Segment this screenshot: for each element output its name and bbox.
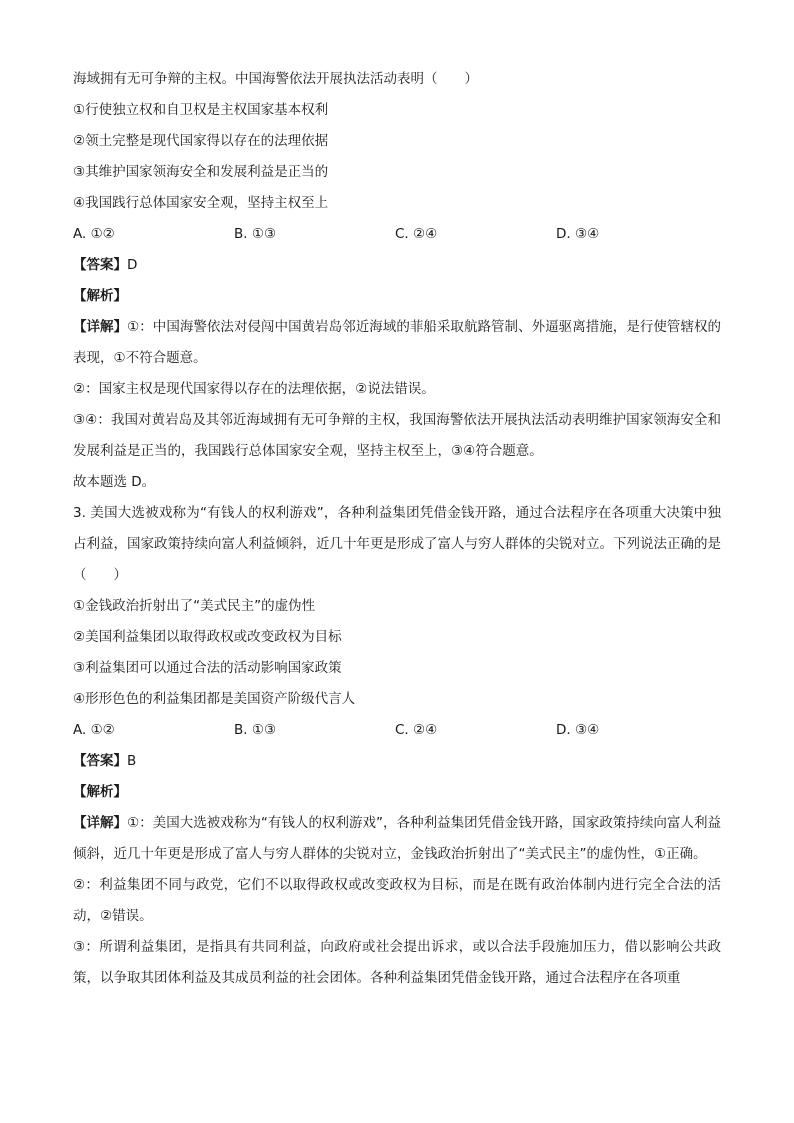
q3-options [73, 715, 721, 746]
q3-answer-value: B [127, 753, 137, 769]
q3-detail-1 [73, 808, 721, 870]
q3-option-b: B. ①③ [234, 722, 277, 738]
q2-answer-value: D [127, 257, 138, 273]
q3-item-1: ①金钱政治折射出了“美式民主”的虚伪性 [73, 598, 316, 614]
q2-option-b: B. ①③ [234, 226, 277, 242]
q3-detail-tag: 【详解】 [73, 815, 128, 831]
q2-detail-1 [73, 312, 721, 374]
q3-answer [73, 746, 721, 777]
q2-option-a: A. ①② [73, 226, 115, 242]
q3-item-3: ③利益集团可以通过合法的活动影响国家政策 [73, 660, 342, 676]
q2-analysis-heading [73, 281, 721, 312]
q3-item-4: ④形形色色的利益集团都是美国资产阶级代言人 [73, 691, 356, 707]
q3-detail-2: ②：利益集团不同与政党，它们不以取得政权或改变政权为目标，而是在既有政治体制内进行完全合法的活动，②错误。 [73, 877, 721, 924]
q2-option-d: D. ③④ [556, 226, 600, 242]
q2-detail-2: ②：国家主权是现代国家得以存在的法理依据，②说法错误。 [73, 381, 435, 397]
q2-detail-tag: 【详解】 [73, 319, 128, 335]
q3-option-c: C. ②④ [395, 722, 438, 738]
q2-conclusion: 故本题选 D。 [73, 474, 156, 490]
q2-analysis-tag: 【解析】 [73, 288, 127, 304]
q2-item-1: ①行使独立权和自卫权是主权国家基本权利 [73, 102, 329, 118]
q2-item-2: ②领土完整是现代国家得以存在的法理依据 [73, 133, 329, 149]
q2-detail-3: ③④：我国对黄岩岛及其邻近海域拥有无可争辩的主权，我国海警依法开展执法活动表明维护国家领海安全和发展利益是正当的，我国践行总体国家安全观，坚持主权至上，③④符合题意。 [73, 412, 721, 459]
q3-detail-3: ③：所谓利益集团，是指具有共同利益，向政府或社会提出诉求，或以合法手段施加压力，借以影响公共政策，以争取其团体利益及其成员利益的社会团体。各种利益集团凭借金钱开路，通过合法程序在各项重 [73, 939, 721, 986]
q2-options [73, 219, 721, 250]
q3-analysis-tag: 【解析】 [73, 784, 127, 800]
q2-answer [73, 250, 721, 281]
q3-option-d: D. ③④ [556, 722, 600, 738]
q3-stem: 3. 美国大选被戏称为“有钱人的权利游戏”，各种利益集团凭借金钱开路，通过合法程序在各项重大决策中独占利益，国家政策持续向富人利益倾斜，近几十年更是形成了富人与穷人群体的尖锐对立。下列说法正确的是（ ） [73, 505, 721, 583]
q3-item-2: ②美国利益集团以取得政权或改变政权为目标 [73, 629, 342, 645]
q2-stem-tail: 海域拥有无可争辩的主权。中国海警依法开展执法活动表明（ ） [73, 71, 478, 87]
document-page [73, 64, 721, 994]
q2-option-c: C. ②④ [395, 226, 438, 242]
q3-analysis-heading [73, 777, 721, 808]
q2-item-4: ④我国践行总体国家安全观，坚持主权至上 [73, 195, 329, 211]
q3-answer-tag: 【答案】 [73, 753, 127, 769]
q3-option-a: A. ①② [73, 722, 115, 738]
q3-detail-1-text: ①：美国大选被戏称为“有钱人的权利游戏”，各种利益集团凭借金钱开路，国家政策持续向富人利益倾斜，近几十年更是形成了富人与穷人群体的尖锐对立，金钱政治折射出了“美式民主”的虚伪性，①正确。 [73, 815, 721, 862]
q2-detail-1-text: ①：中国海警依法对侵闯中国黄岩岛邻近海域的菲船采取航路管制、外逼驱离措施，是行使管辖权的表现，①不符合题意。 [73, 319, 721, 366]
q2-answer-tag: 【答案】 [73, 257, 127, 273]
q2-item-3: ③其维护国家领海安全和发展利益是正当的 [73, 164, 329, 180]
